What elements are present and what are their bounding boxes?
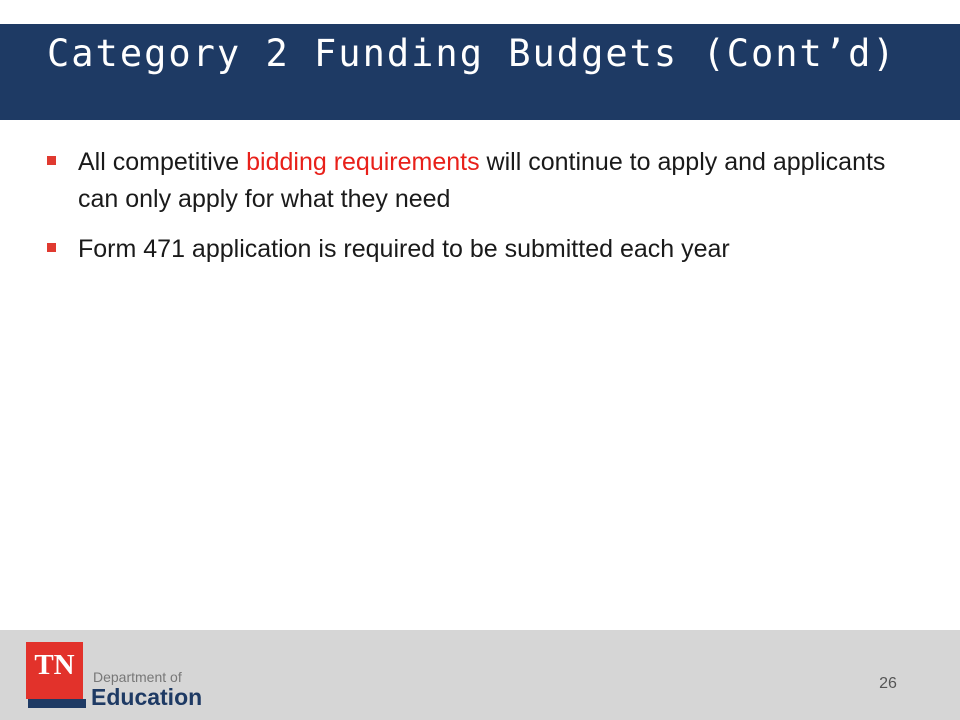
page-number: 26 xyxy=(879,675,897,692)
square-bullet-icon xyxy=(47,243,56,252)
bullet-list xyxy=(44,144,914,281)
slide-title: Category 2 Funding Budgets (Cont’d) xyxy=(47,32,897,75)
logo-stripe xyxy=(28,699,86,708)
logo-department-text: Department of xyxy=(93,669,182,685)
bullet-item xyxy=(44,144,914,218)
title-bar xyxy=(0,24,960,120)
bullet-text-start: All competitive xyxy=(78,148,247,176)
footer xyxy=(0,630,960,720)
logo-state-abbr: TN xyxy=(34,649,75,681)
tn-logo-icon xyxy=(26,642,83,699)
bullet-highlight: bidding requirements xyxy=(246,148,480,176)
square-bullet-icon xyxy=(47,156,56,165)
bullet-text: Form 471 application is required to be submitted each year xyxy=(78,235,730,263)
bullet-text-end: will continue to apply and applicants can only apply for what they need xyxy=(78,148,886,213)
bullet-item xyxy=(44,231,914,268)
logo-education-text: Education xyxy=(91,684,203,710)
